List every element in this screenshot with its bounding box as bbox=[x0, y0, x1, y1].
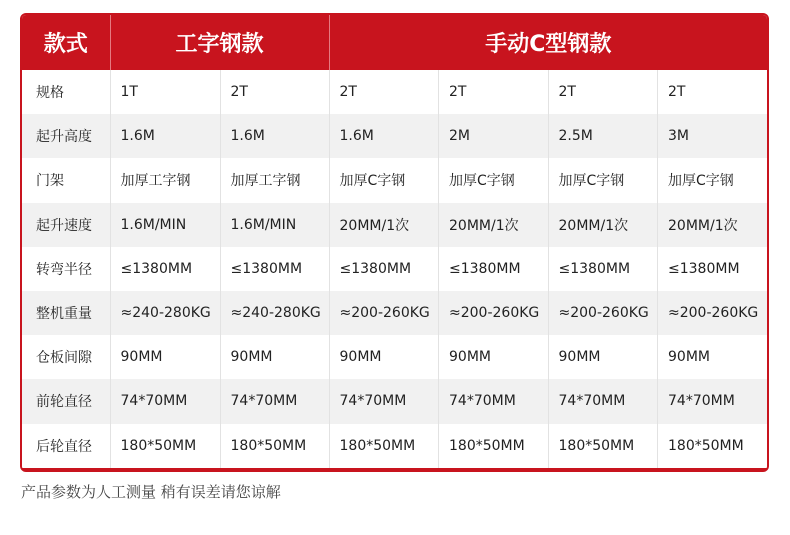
table-cell: ≤1380MM bbox=[658, 247, 768, 291]
table-cell: 180*50MM bbox=[439, 424, 549, 468]
footer-note: 产品参数为人工测量 稍有误差请您谅解 bbox=[21, 483, 281, 501]
spec-table bbox=[22, 15, 767, 468]
table-cell: 180*50MM bbox=[110, 424, 220, 468]
table-cell: ≈200-260KG bbox=[548, 291, 658, 335]
table-cell: 180*50MM bbox=[329, 424, 439, 468]
table-cell: 2T bbox=[439, 70, 549, 114]
table-cell: 3M bbox=[658, 114, 768, 158]
table-cell: 90MM bbox=[329, 335, 439, 379]
table-cell: 加厚C字钢 bbox=[548, 158, 658, 202]
table-cell: 20MM/1次 bbox=[329, 203, 439, 247]
row-label: 起升高度 bbox=[36, 129, 92, 146]
row-label: 转弯半径 bbox=[36, 261, 92, 278]
row-label: 门架 bbox=[36, 173, 64, 190]
spec-table-frame bbox=[20, 13, 769, 472]
header-group-i-beam: 工字钢款 bbox=[110, 15, 329, 70]
row-label: 规格 bbox=[36, 85, 64, 102]
table-row bbox=[22, 424, 767, 468]
table-cell: ≤1380MM bbox=[220, 247, 329, 291]
table-body bbox=[22, 70, 767, 468]
table-cell: 加厚C字钢 bbox=[329, 158, 439, 202]
table-cell: 74*70MM bbox=[658, 379, 768, 423]
table-cell: ≈200-260KG bbox=[439, 291, 549, 335]
table-row bbox=[22, 291, 767, 335]
table-row bbox=[22, 114, 767, 158]
table-cell: 2T bbox=[658, 70, 768, 114]
table-cell: 90MM bbox=[220, 335, 329, 379]
table-cell: 1.6M bbox=[329, 114, 439, 158]
row-label: 整机重量 bbox=[36, 306, 92, 323]
table-cell: ≈200-260KG bbox=[329, 291, 439, 335]
table-cell: 20MM/1次 bbox=[439, 203, 549, 247]
table-cell: 90MM bbox=[110, 335, 220, 379]
row-label: 前轮直径 bbox=[36, 394, 92, 411]
table-cell: 74*70MM bbox=[329, 379, 439, 423]
table-cell: 1.6M/MIN bbox=[110, 203, 220, 247]
table-cell: 2.5M bbox=[548, 114, 658, 158]
table-cell: ≈240-280KG bbox=[110, 291, 220, 335]
table-cell: 1T bbox=[110, 70, 220, 114]
table-cell: 2T bbox=[329, 70, 439, 114]
table-cell: 20MM/1次 bbox=[658, 203, 768, 247]
table-row bbox=[22, 379, 767, 423]
header-style: 款式 bbox=[43, 32, 88, 57]
table-cell: 加厚工字钢 bbox=[110, 158, 220, 202]
table-cell: 加厚C字钢 bbox=[658, 158, 768, 202]
table-cell: ≤1380MM bbox=[548, 247, 658, 291]
table-cell: 90MM bbox=[658, 335, 768, 379]
table-cell: ≤1380MM bbox=[329, 247, 439, 291]
table-cell: 1.6M/MIN bbox=[220, 203, 329, 247]
row-label: 起升速度 bbox=[36, 217, 92, 234]
table-cell: 74*70MM bbox=[110, 379, 220, 423]
table-cell: ≤1380MM bbox=[439, 247, 549, 291]
table-cell: 2T bbox=[548, 70, 658, 114]
table-row bbox=[22, 70, 767, 114]
row-label: 仓板间隙 bbox=[36, 350, 92, 367]
table-row bbox=[22, 203, 767, 247]
table-cell: ≈240-280KG bbox=[220, 291, 329, 335]
table-cell: ≤1380MM bbox=[110, 247, 220, 291]
table-row bbox=[22, 158, 767, 202]
table-cell: 74*70MM bbox=[439, 379, 549, 423]
table-cell: 180*50MM bbox=[220, 424, 329, 468]
table-cell: 90MM bbox=[548, 335, 658, 379]
table-cell: 90MM bbox=[439, 335, 549, 379]
table-cell: 180*50MM bbox=[658, 424, 768, 468]
row-label: 后轮直径 bbox=[36, 438, 92, 455]
table-cell: 2T bbox=[220, 70, 329, 114]
table-row bbox=[22, 335, 767, 379]
table-cell: ≈200-260KG bbox=[658, 291, 768, 335]
table-row bbox=[22, 247, 767, 291]
table-cell: 加厚工字钢 bbox=[220, 158, 329, 202]
table-cell: 1.6M bbox=[220, 114, 329, 158]
table-cell: 2M bbox=[439, 114, 549, 158]
table-cell: 1.6M bbox=[110, 114, 220, 158]
table-cell: 20MM/1次 bbox=[548, 203, 658, 247]
header-group-c-steel: 手动C型钢款 bbox=[329, 15, 767, 70]
table-header-row bbox=[22, 15, 767, 70]
table-cell: 74*70MM bbox=[220, 379, 329, 423]
table-cell: 180*50MM bbox=[548, 424, 658, 468]
table-cell: 加厚C字钢 bbox=[439, 158, 549, 202]
table-cell: 74*70MM bbox=[548, 379, 658, 423]
